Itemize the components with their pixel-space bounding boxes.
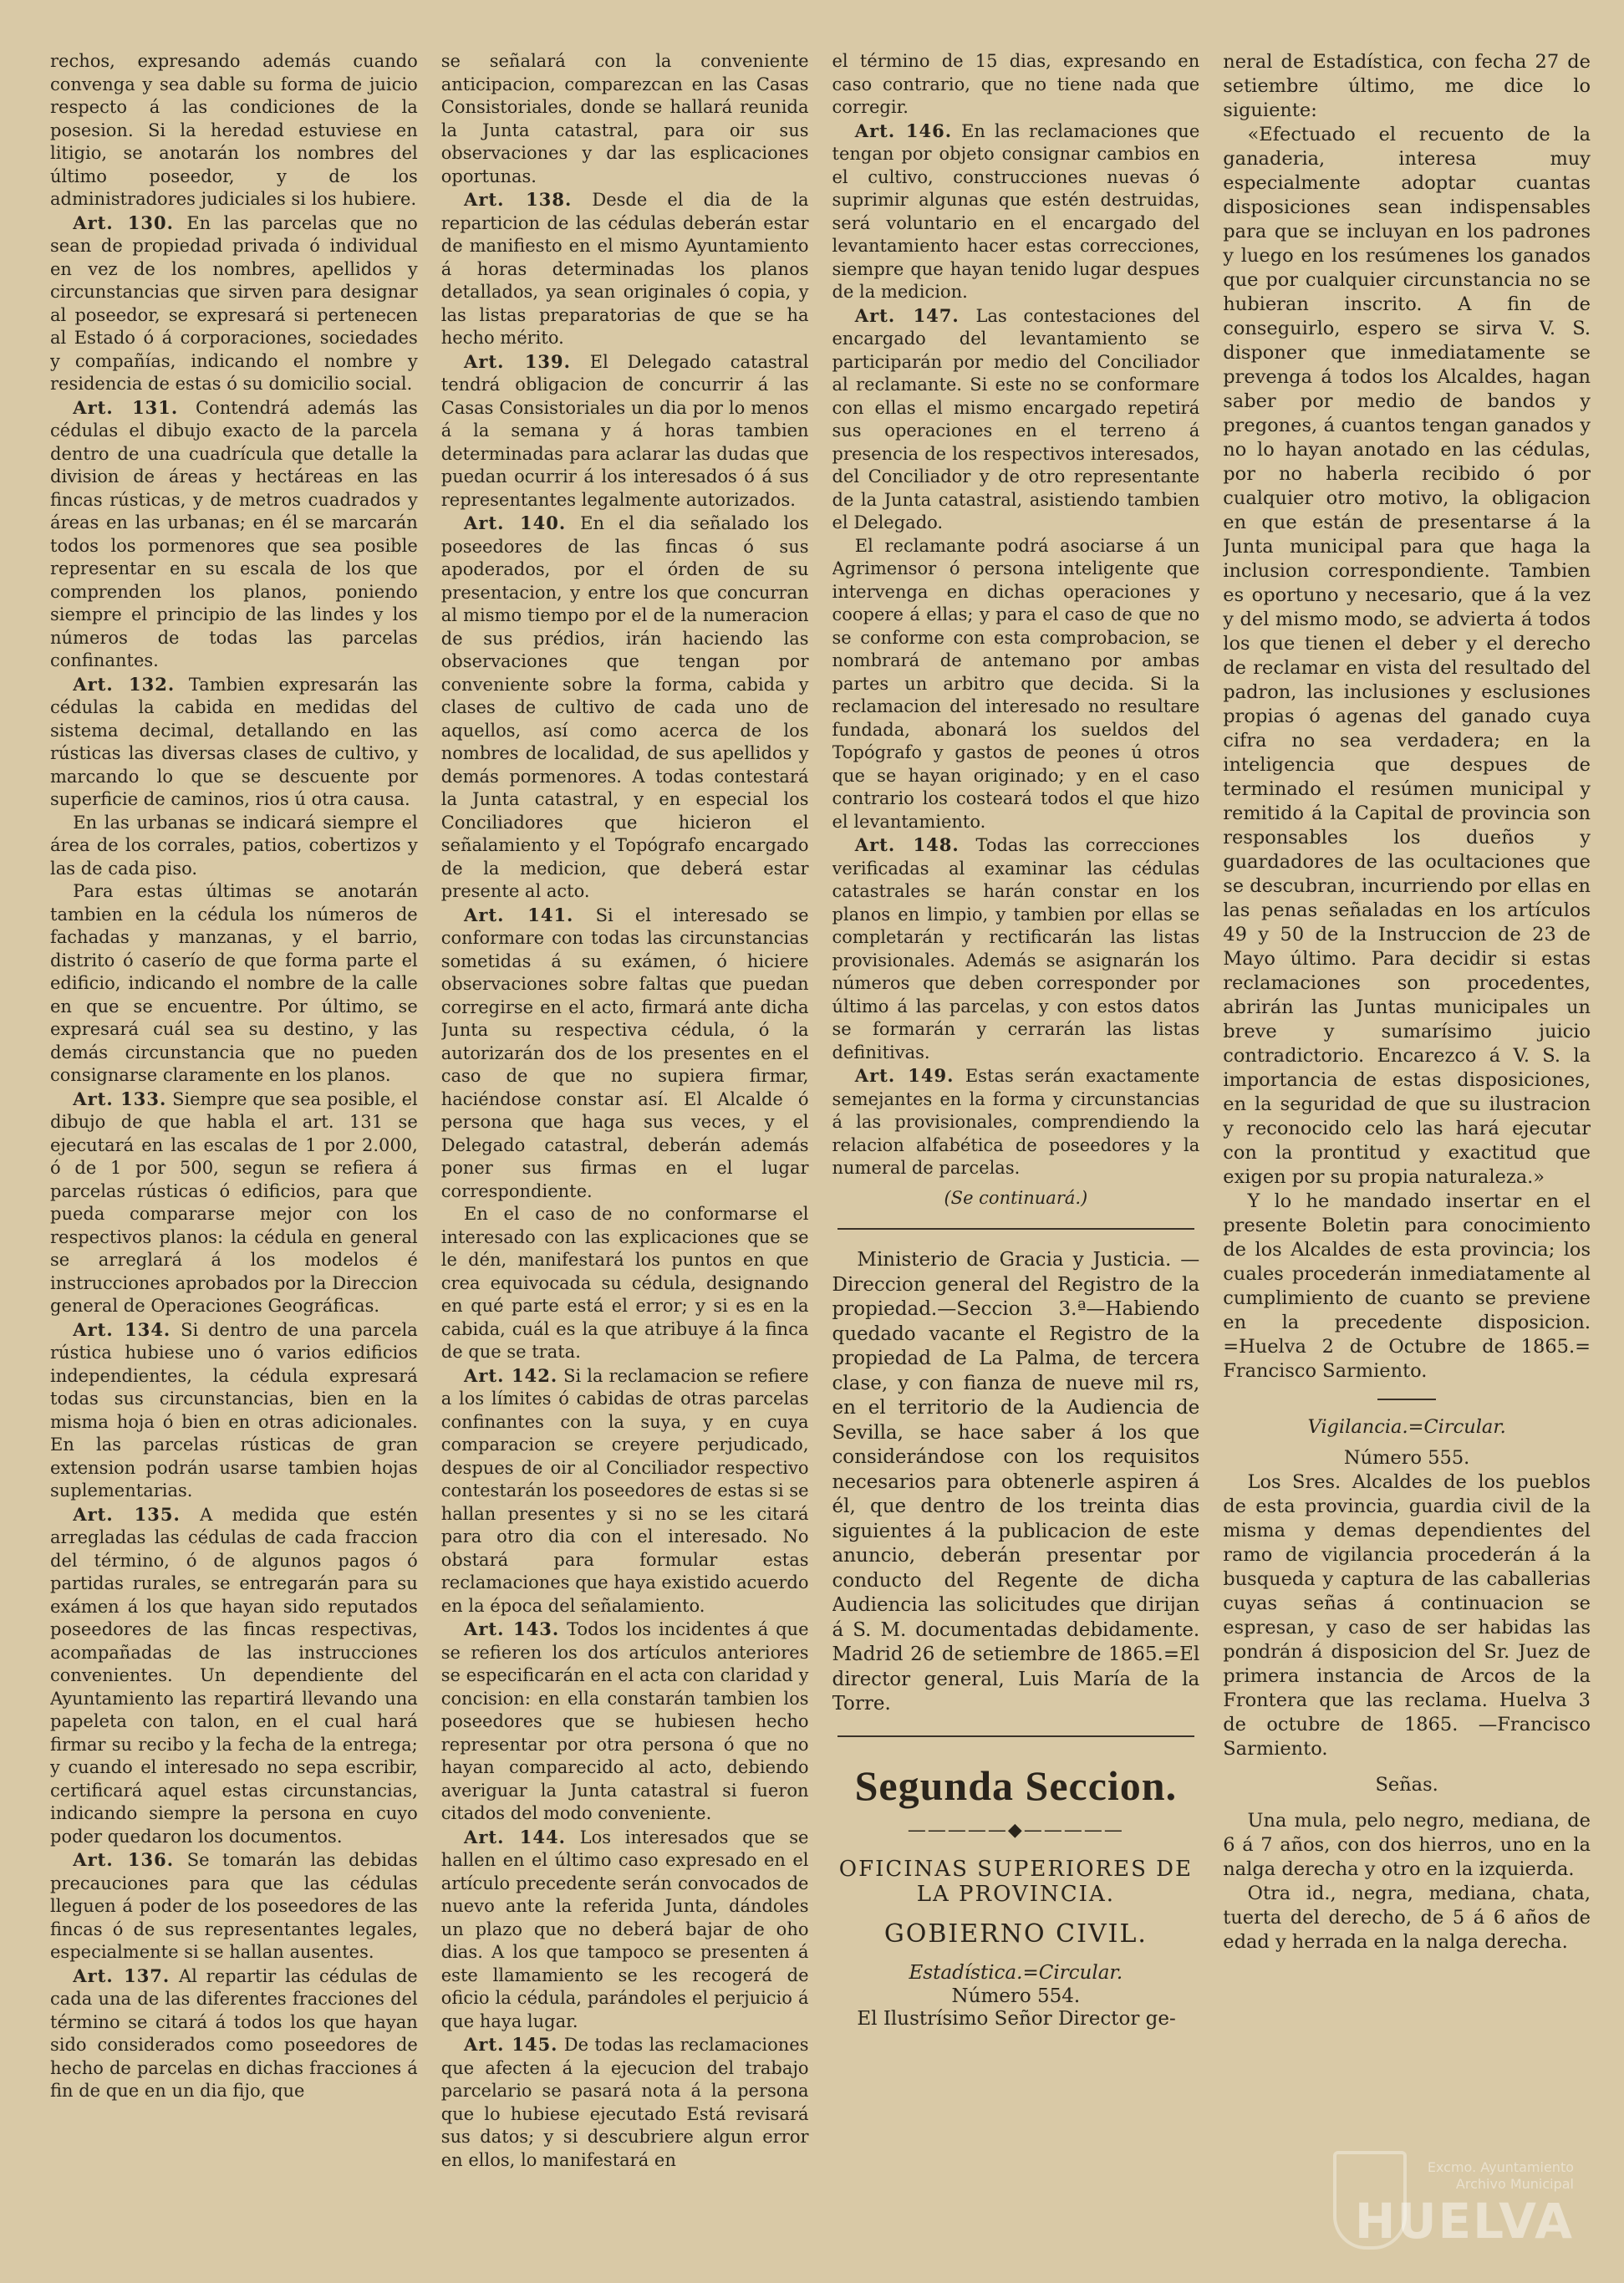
paragraph: Una mula, pelo negro, mediana, de 6 á 7 años, con dos hierros, uno en la nalga derecha y otro en la izquierda. [1223, 1810, 1591, 1880]
article-147 [832, 304, 1200, 535]
article-label: Art. 139. [464, 350, 571, 372]
article-label: Art. 131. [73, 396, 179, 418]
article-label: Art. 145. [464, 2034, 558, 2055]
paragraph: El reclamante podrá asociarse á un Agrimensor ó persona inteligente que intervenga en dichas operaciones y coopere á ellas; y para el caso de que no se conforme con esta comprobacion, se nombrará de antemano por ambas partes un arbitro que decida. Si la reclamacion del interesado no resultare fundada, abonará los sueldos del Topógrafo y gastos de peones ú otros que se hayan originado; y en el caso contrario los costeará todos el que hizo el levantamiento. [832, 535, 1200, 832]
article-text: Si la reclamacion se refiere a los límites ó cabidas de otras parcelas confinantes con la suya, y en cuya comparacion se creyere perjudicado, despues de oir al Conciliador respectivo contestarán los poseedores de estas si se hallan presentes y si no se les citará para otro dia con el interesado. No obstará para formular estas reclamaciones que haya existido acuerdo en la época del señalamiento. [440, 1365, 809, 1616]
article-label: Art. 134. [73, 1318, 171, 1340]
paragraph: se señalará con la conveniente anticipacion, comparezcan en las Casas Consistoriales, donde se hallará reunida la Junta catastral, para oir sus observaciones y dar las esplicaciones oportunas. [440, 51, 809, 186]
article-text: Desde el dia de la reparticion de las cédulas deberán estar de manifiesto en el mismo Ayuntamiento á horas determinadas los planos detallados, ya sean originales ó copia, y las listas preparatorias de que se ha hecho mérito. [440, 190, 809, 348]
article-text: Los interesados que se hallen en el último caso expresado en el artículo precedente serán convocados de nuevo ante la referida Junta, dándoles un plazo que no deberá bajar de oho dias. A los que tampoco se presenten á este llamamiento se les recogerá de oficio la cédula, parándoles el perjuicio á que haya lugar. [440, 1827, 809, 2031]
ministerio-notice: Ministerio de Gracia y Justicia. —Direccion general del Registro de la propiedad.—Seccion 3.ª—Habiendo quedado vacante el Registro de la propiedad de La Palma, de tercera clase, y con fianza de nueve mil rs, en el territorio de la Audiencia de Sevilla, se hace saber á los que considerándose con los requisitos necesarios para obtenerle aspiren á él, que dentro de los treinta dias siguientes á la publicacion de este anuncio, deberán presentar por conducto del Regente de dicha Audiencia las solicitudes que dirijan á S. M. documentadas debidamente. Madrid 26 de setiembre de 1865.=El director general, Luis María de la Torre. [832, 1249, 1200, 1715]
article-text: Si dentro de una parcela rústica hubiese uno ó varios edificios independientes, la cédula expresará todas sus circunstancias, bien en la misma hoja ó bien en otras adicionales. En las parcelas rústicas de gran extension podrán usarse tambien hojas suplementarias. [50, 1319, 418, 1501]
divider [1377, 1399, 1436, 1400]
article-text: Todos los incidentes á que se refieren los dos artículos anteriores se especificarán en el acta con claridad y concision: en ella constarán tambien los poseedores que se hubiesen hecho representar por otra persona ó que no hayan comparecido al acto, debiendo averiguar la Junta catastral si fueron citados del modo conveniente. [440, 1619, 809, 1823]
article-text: En las reclamaciones que tengan por objeto consignar cambios en el cultivo, construcciones nuevas ó suprimir algunas que estén destruidas, será voluntario en el encargado del levantamiento hacer estas correcciones, siempre que hayan tenido lugar despues de la medicion. [832, 120, 1200, 302]
column-1 [50, 50, 418, 2250]
article-text: Estas serán exactamente semejantes en la forma y circunstancias á las provisionales, comprendiendo la relacion alfabética de poseedores y la numeral de parcelas. [832, 1066, 1200, 1178]
article-138 [441, 188, 809, 350]
article-text: Contendrá además las cédulas el dibujo exacto de la parcela dentro de una cuadrícula que detalle la division de áreas y hectáreas en las fincas rústicas, y de metros cuadrados y áreas en las urbanas; en él se marcarán todos los pormenores que sea posible representar en su escala de los que comprenden los planos, poniendo siempre el principio de las lindes y los números de todas las parcelas confinantes. [50, 397, 418, 670]
article-text: Siempre que sea posible, el dibujo de que habla el art. 131 se ejecutará en las escalas de 1 por 2.000, ó de 1 por 500, segun se refiera á parcelas rústicas ó edificios, para que pueda compararse mejor con los respectivos planos: la cédula en general se arreglará á los modelos é instrucciones aprobados por la Direccion general de Operaciones Geográficas. [50, 1088, 418, 1316]
article-141 [441, 904, 809, 1204]
article-label: Art. 144. [464, 1826, 566, 1847]
section-heading: Segunda Seccion. [854, 1761, 1178, 1809]
article-text: Si el interesado se conformare con todas las circunstancias sometidas á su exámen, ó hiciere observaciones sobre faltas que puedan corregirse en el acto, firmará ante dicha Junta su respectiva cédula, ó la autorizarán dos de los presentes en el caso de que no supiera firmar, haciéndose constar así. El Alcalde ó persona que haga sus veces, y el Delegado catastral, deberán además poner sus firmas en el lugar correspondiente. [440, 905, 809, 1201]
article-text: Al repartir las cédulas de cada una de las diferentes fracciones del término se citará á todos los que hayan sido considerados como poseedores de hecho de parcelas en dichas fracciones á fin de que en un dia fijo, que [50, 1965, 418, 2101]
article-149 [832, 1064, 1200, 1180]
paragraph: El Ilustrísimo Señor Director ge- [857, 2008, 1176, 2030]
newspaper-page [50, 50, 1591, 2250]
article-text: Se tomarán las debidas precauciones para que las cédulas lleguen á poder de los poseedores de las fincas ó de sus representantes legales, especialmente si se hallan ausentes. [50, 1850, 418, 1962]
article-label: Art. 130. [73, 211, 174, 233]
article-text: De todas las reclamaciones que afecten á la ejecucion del trabajo parcelario se pasará nota á la persona que lo hubiese ejecutado Está revisará sus datos; y si descubriere algun error en ellos, lo manifestará en [440, 2035, 809, 2170]
article-label: Art. 141. [464, 904, 574, 925]
article-134 [50, 1318, 418, 1503]
offices-heading: OFICINAS SUPERIORES DE LA PROVINCIA. [838, 1857, 1193, 1907]
article-133 [50, 1088, 418, 1318]
article-text: Las contestaciones del encargado del levantamiento se participarán por medio del Conciliador al reclamante. Si este no se conformare con ellas el mismo encargado repetirá sus operaciones en el terreno á presencia de los respectivos interesados, del Conciliador y de otro representante de la Junta catastral, asistiendo tambien el Delegado. [832, 305, 1200, 533]
ornament-divider: —————◆————— [907, 1819, 1124, 1841]
article-144 [441, 1826, 809, 2034]
circular-title: Vigilancia.=Circular. [1307, 1416, 1506, 1438]
subheading: Señas. [1375, 1774, 1438, 1796]
column-2 [441, 50, 809, 2250]
paragraph: Otra id., negra, mediana, chata, tuerta del derecho, de 5 á 6 años de edad y herrada en la nalga derecha. [1223, 1883, 1591, 1953]
article-135 [50, 1503, 418, 1849]
article-139 [441, 350, 809, 512]
gobierno-heading: GOBIERNO CIVIL. [883, 1919, 1148, 1949]
article-label: Art. 135. [73, 1503, 181, 1525]
article-130 [50, 211, 418, 396]
article-label: Art. 146. [854, 120, 953, 141]
article-text: Todas las correcciones verificadas al examinar las cédulas catastrales se harán constar en los planos en limpio, y tambien por ellas se completarán y rectificarán las listas provisionales. Además se asignarán los números que deben corresponder por último á las parcelas, y con estos datos se formarán y cerrarán las listas definitivas. [832, 835, 1200, 1063]
divider [837, 1228, 1195, 1230]
article-label: Art. 132. [73, 673, 176, 695]
article-label: Art. 149. [854, 1065, 955, 1086]
circular-number: Número 555. [1343, 1447, 1470, 1469]
article-131 [50, 396, 418, 673]
paragraph: En las urbanas se indicará siempre el área de los corrales, patios, cobertizos y las de cada piso. [50, 812, 418, 879]
paragraph: rechos, expresando además cuando convenga y sea dable su forma de juicio respecto á las condiciones de la posesion. Si la heredad estuviese en litigio, se anotarán los nombres del último poseedor, y de los administradores judiciales si los hubiere. [50, 51, 418, 209]
article-text: En el dia señalado los poseedores de las fincas ó sus apoderados, por el órden de su presentacion, y entre los que concurran al mismo tiempo por el de la numeracion de sus prédios, irán haciendo las observaciones que tengan por conveniente sobre la forma, cabida y clases de cultivo de cada uno de aquellos, así como acerca de los nombres de localidad, de sus apellidos y demás pormenores. A todas contestará la Junta catastral, y en especial los Conciliadores que hicieron el señalamiento y el Topógrafo encargado de la medicion, que deberá estar presente al acto. [440, 513, 809, 901]
article-label: Art. 140. [464, 512, 567, 533]
archive-watermark [1355, 2159, 1574, 2250]
paragraph: Los Sres. Alcaldes de los pueblos de esta provincia, guardia civil de la misma y demas dependientes del ramo de vigilancia procederán á la busqueda y captura de las caballerias cuyas señas á continuacion se espresan, y caso de ser habidas las pondrán á disposicion del Sr. Juez de primera instancia de Arcos de la Frontera que las reclama. Huelva 3 de octubre de 1865. —Francisco Sarmiento. [1223, 1471, 1591, 1760]
article-143 [441, 1618, 809, 1826]
article-label: Art. 137. [73, 1965, 171, 1986]
article-132 [50, 673, 418, 812]
article-148 [832, 833, 1200, 1064]
article-146 [832, 120, 1200, 304]
continuation-note: (Se continuará.) [944, 1187, 1088, 1208]
quoted-circular: «Efectuado el recuento de la ganaderia, interesa muy especialmente adoptar cuantas disposiciones sean indispensables para que se incluyan en los padrones y luego en los resúmenes los ganados que por cualquier circunstancia no se hubieran inscrito. A fin de conseguirlo, espero se sirva V. S. disponer que inmediatamente se prevenga á todos los Alcaldes, hagan saber por medio de bandos y pregones, á cuantos tengan ganados y no lo hayan anotado en las cédulas, por no haberla recibido ó por cualquier otro motivo, la obligacion en que están de presentarse á la Junta municipal para que haga la inclusion correspondiente. Tambien es oportuno y necesario, que á la vez y del mismo modo, se advierta á todos los que tienen el deber y el derecho de reclamar en vista del resultado del padron, las inclusiones y esclusiones propias ó agenas del ganado cuya cifra no sea verdadera; en la inteligencia que despues de terminado el resúmen municipal y remitido á la Capital de provincia son responsables los dueños y guardadores de las ocultaciones que se descubran, incurriendo por ellas en las penas señaladas en los artículos 49 y 50 de la Instruccion de 23 de Mayo último. Para decidir si estas reclamaciones son procedentes, abrirán las Juntas municipales un breve y sumarísimo juicio contradictorio. Encarezco á V. S. la importancia de estas disposiciones, en la seguridad de que su ilustracion y reconocido celo las hará ejecutar con la prontitud y exactitud que exigen por su propia naturaleza.» [1223, 124, 1591, 1188]
article-label: Art. 133. [73, 1088, 167, 1109]
article-label: Art. 136. [73, 1849, 175, 1870]
article-140 [441, 512, 809, 904]
divider [837, 1735, 1195, 1737]
article-145 [441, 2033, 809, 2172]
article-136 [50, 1848, 418, 1965]
circular-number: Número 554. [951, 1985, 1081, 2007]
paragraph: En el caso de no conformarse el interesado con las explicaciones que se le dén, manifestará los puntos en que crea equivocada su cédula, designando en qué parte está el error; y si es en la cabida, cuál es la que atribuye á la finca de que se trata. [440, 1204, 809, 1362]
article-label: Art. 143. [464, 1618, 560, 1639]
watermark-city: HUELVA [1354, 2193, 1574, 2250]
circular-title: Estadística.=Circular. [909, 1962, 1123, 1984]
article-label: Art. 147. [854, 304, 960, 326]
article-text: El Delegado catastral tendrá obligacion de concurrir á las Casas Consistoriales un dia por lo menos á la semana y á horas tambien determinadas para aclarar las dudas que puedan ocurrir á los interesados ó á sus representantes legalmente autorizados. [440, 351, 809, 510]
article-label: Art. 142. [464, 1364, 558, 1386]
column-3 [832, 50, 1200, 2250]
article-137 [50, 1965, 418, 2103]
article-text: Tambien expresarán las cédulas la cabida en medidas del sistema decimal, detallando en las rústicas las diversas clases de cultivo, y marcando lo que se descuente por superficie de caminos, rios ú otra causa. [50, 674, 418, 809]
paragraph: Para estas últimas se anotarán tambien en la cédula los números de fachadas y manzanas, y el barrio, distrito ó caserío de que forma parte el edificio, indicando el nombre de la calle en que se encuentre. Por último, se expresará cuál sea su destino, y las demás circunstancia que no pueden consignarse claramente en los planos. [50, 881, 418, 1085]
article-142 [441, 1364, 809, 1618]
article-label: Art. 148. [854, 834, 960, 855]
column-4 [1223, 50, 1591, 2250]
paragraph: neral de Estadística, con fecha 27 de setiembre último, me dice lo siguiente: [1223, 51, 1591, 121]
article-text: A medida que estén arregladas las cédulas de cada fraccion del término, ó de algunos pagos ó partidas rurales, se entregarán para su exámen á los que hayan sido reputados poseedores de las fincas respectivas, acompañadas de las instrucciones convenientes. Un dependiente del Ayuntamiento las repartirá llevando una papeleta con talon, en el cual hará firmar su recibo y la fecha de la entrega; y cuando el interesado no sepa escribir, certificará aquel estas circunstancias, indicando siempre la persona en cuyo poder quedaron los documentos. [50, 1504, 418, 1847]
paragraph: Y lo he mandado insertar en el presente Boletin para conocimiento de los Alcaldes de esta provincia; los cuales procederán inmediatamente al cumplimiento de cuanto se previene en la precedente disposicion. =Huelva 2 de Octubre de 1865.= Francisco Sarmiento. [1223, 1190, 1591, 1382]
watermark-line: Archivo Municipal [1455, 2176, 1574, 2192]
watermark-line: Excmo. Ayuntamiento [1427, 2159, 1574, 2175]
article-label: Art. 138. [464, 189, 573, 210]
paragraph: el término de 15 dias, expresando en caso contrario, que no tiene nada que corregir. [832, 51, 1200, 117]
article-text: En las parcelas que no sean de propiedad privada ó individual en vez de los nombres, apellidos y circunstancias que sirven para designar al poseedor, se expresará si pertenecen al Estado ó á corporaciones, sociedades y compañías, indicando el nombre y residencia de estas ó su domicilio social. [50, 212, 418, 394]
